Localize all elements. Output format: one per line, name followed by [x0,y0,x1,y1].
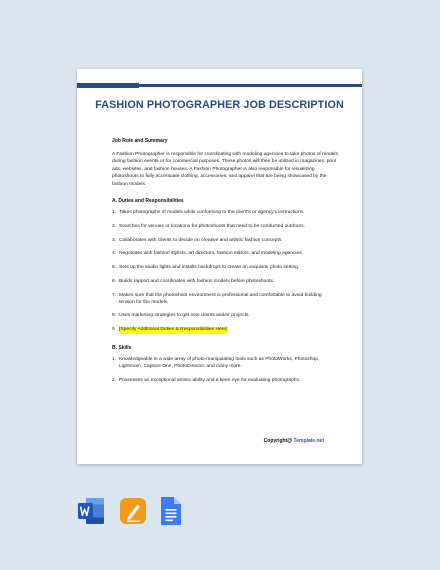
brand-link[interactable]: Template.net [293,438,324,444]
list-text: Possesses an exceptional artistic ability and a keen eye for evaluating photographs. [119,377,301,383]
list-number: 2. [112,223,117,229]
header-accent-bar [77,83,362,88]
list-text: Takes photographs of models while conforming to the client’s or agency’s instructions. [119,210,305,216]
list-number: 1. [112,357,117,362]
document-body [112,138,338,384]
list-item [112,224,338,231]
list-number: 8. [112,313,117,319]
placeholder-highlight: [Specify Additional Duties & Responsibilities Here] [119,327,228,333]
section-heading-job-role: Job Role and Summary [112,138,168,144]
list-number: 6. [112,279,117,285]
list-item [112,238,338,245]
list-item [112,210,338,217]
list-item-placeholder [112,327,338,334]
copyright-prefix: Copyright@ [263,438,293,444]
list-number: 2. [112,377,117,383]
duties-list [112,210,338,334]
list-text: Builds rapport and coordinates with fashion models before photoshoots. [119,279,275,285]
google-docs-icon[interactable] [157,495,185,527]
header-accent-dark [77,83,139,88]
list-item [112,279,338,286]
list-text: Uses marketing strategies to get new clients and/or projects. [119,313,250,319]
list-item [112,313,338,320]
section-heading-duties: A. Duties and Responsibilities [112,198,184,205]
list-text: Sets up the studio lights and installs backdrops to create an exquisite photo setting. [119,265,300,271]
list-item [112,293,338,307]
list-item [112,357,338,371]
list-text: Searches for venues or locations for photoshoots that need to be conducted outdoors. [119,223,305,229]
skills-list [112,357,338,384]
list-number: 9. [112,327,117,333]
word-icon[interactable] [77,495,105,527]
list-number: 7. [112,292,117,298]
list-text: Knowledgeable in a wide array of photo-manipulating tools such as PhotoWorks, Photoshop, Lightroom, Capture One, PhotoDirector, and many more. [119,357,320,369]
document-page [77,69,362,464]
list-item [112,251,338,258]
document-title: FASHION PHOTOGRAPHER JOB DESCRIPTION [95,99,344,111]
list-number: 5. [112,265,117,271]
copyright-notice [264,438,324,444]
list-number: 1. [112,210,117,216]
list-number: 3. [112,237,117,243]
section-heading-skills: B. Skills [112,345,132,351]
list-text: Makes sure that the photoshoot environment is professional and comfortable to avoid building tension for the models. [119,292,322,305]
summary-paragraph: A Fashion Photographer is responsible for coordinating with modeling agencies to take photos of models during fashion events or for commercial purposes. These photos will then be utilized in magazines, print ads, websites, and fashion houses. A Fashion Photographer is also responsible for visualizing photoshoots to fully accentuate clothing, accessories, and apparel that are being showcased by the fashion models. [112,152,338,187]
list-number: 4. [112,251,117,257]
list-item [112,378,338,385]
list-item [112,265,338,272]
list-text: Collaborates with clients to decide on creative and artistic fashion concepts. [119,237,283,243]
list-text: Negotiates with fashion stylists, art directors, fashion editors, and modeling agencies. [119,251,304,257]
header-accent-line [139,84,362,87]
pages-icon[interactable] [119,495,147,527]
